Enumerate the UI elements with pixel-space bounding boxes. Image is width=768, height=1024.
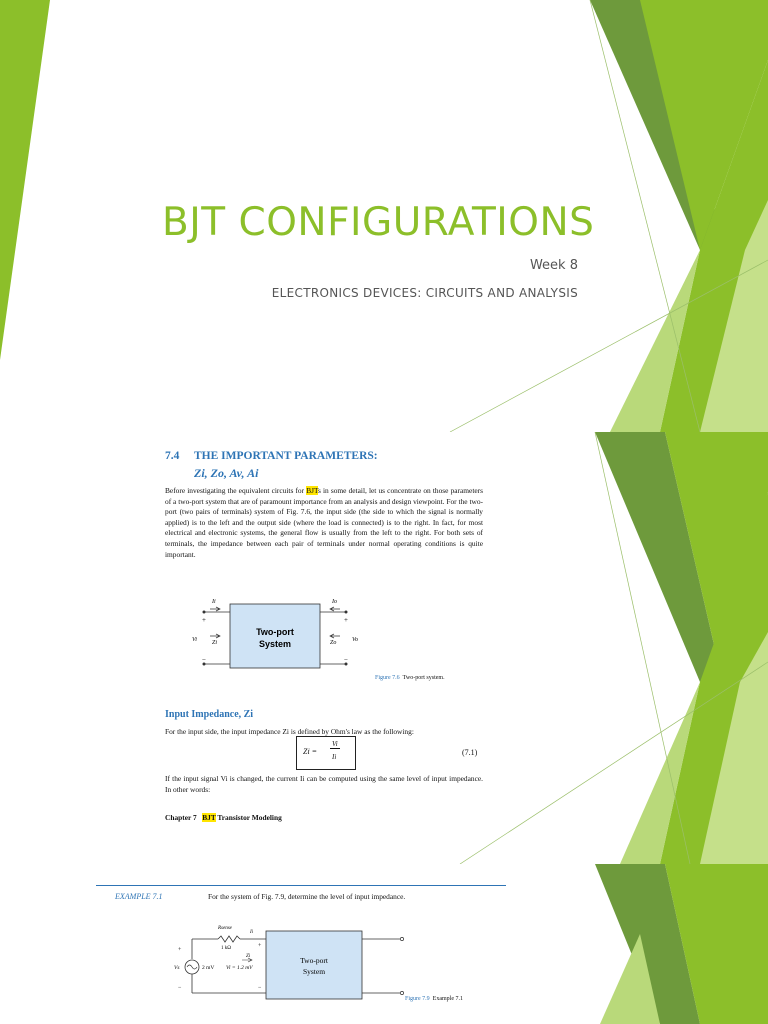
section-number: 7.4 [165, 450, 180, 462]
after-equation-text: If the input signal Vi is changed, the current Ii can be computed using the same level of input impedance. In other words: [165, 774, 483, 794]
vi-label: Vi [192, 637, 197, 643]
highlighted-term: BJT [306, 486, 318, 495]
minus-sign-in: − [202, 656, 206, 664]
box-label-line1: Two-port [300, 956, 328, 965]
minus-sign-out: − [344, 656, 348, 664]
ii-label: Ii [250, 930, 254, 935]
input-impedance-heading: Input Impedance, Zi [165, 709, 254, 720]
equation-denominator: Ii [332, 753, 337, 761]
minus-sign-port: − [258, 985, 262, 991]
slide-parameters [0, 432, 768, 864]
section-title: THE IMPORTANT PARAMETERS: [194, 450, 378, 462]
equation-box [296, 736, 356, 770]
source-value: 2 mV [202, 965, 215, 971]
example-rule [96, 885, 506, 886]
minus-sign: − [178, 985, 182, 991]
equation-numerator: Vi [332, 740, 338, 748]
io-label: Io [332, 599, 337, 605]
highlighted-term: BJT [202, 813, 216, 822]
example-figure-caption: Figure 7.9 Example 7.1 [405, 996, 463, 1002]
example-circuit-figure [170, 919, 410, 1009]
ii-label: Ii [212, 599, 216, 605]
two-port-figure [190, 592, 390, 682]
slide-title [0, 0, 768, 432]
plus-sign: + [178, 947, 182, 953]
chapter-footer: Chapter 7 BJT Transistor Modeling [165, 813, 282, 822]
input-impedance-text: For the input side, the input impedance Zi is defined by Ohm's law as the following: [165, 727, 414, 736]
example-page [0, 864, 768, 1024]
vs-label: Vs [174, 965, 180, 971]
week-label: Week 8 [529, 258, 578, 273]
example-text: For the system of Fig. 7.9, determine the level of input impedance. [208, 892, 406, 901]
intro-paragraph: Before investigating the equivalent circuits for BJTs in some detail, let us concentrate on those parameters of a two-port system that are of paramount importance from an analysis and design viewpoint. For the two-port (two pairs of terminals) system of Fig. 7.6, the input side (the side to which the signal is normally applied) is to the left and the output side (where the load is connected) is to the right. In fact, for most electrical and electronic systems, the general flow is usually from the left to the right. For both sets of terminals, the impedance between each pair of terminals under normal operating conditions is quite important. [165, 486, 483, 559]
zi-label: Zi [212, 640, 218, 646]
box-label-line2: System [302, 967, 326, 976]
equation-lhs: Zi = [303, 747, 318, 756]
plus-sign-in: + [202, 616, 206, 624]
slide-title-text: BJT CONFIGURATIONS [162, 200, 595, 245]
plus-sign-port: + [258, 943, 262, 949]
plus-sign-out: + [344, 616, 348, 624]
zi-label: Zi [246, 954, 251, 959]
section-parameters: Zi, Zo, Av, Ai [194, 466, 259, 480]
figure-caption: Figure 7.6 Two-port system. [375, 675, 445, 681]
box-label-line2: System [258, 639, 292, 649]
textbook-page [0, 432, 768, 864]
course-subtitle: ELECTRONICS DEVICES: CIRCUITS AND ANALYSIS [271, 286, 578, 300]
resistance-label: 1 kΩ [221, 946, 231, 951]
equation-number: (7.1) [462, 748, 478, 757]
vo-label: Vo [352, 637, 358, 643]
rsense-label: Rsense [218, 926, 232, 931]
example-label: EXAMPLE 7.1 [115, 892, 163, 901]
zo-label: Zo [330, 640, 337, 646]
box-label-line1: Two-port [256, 627, 294, 637]
vi-value: Vi = 1.2 mV [226, 965, 253, 971]
slide-example [0, 864, 768, 1024]
